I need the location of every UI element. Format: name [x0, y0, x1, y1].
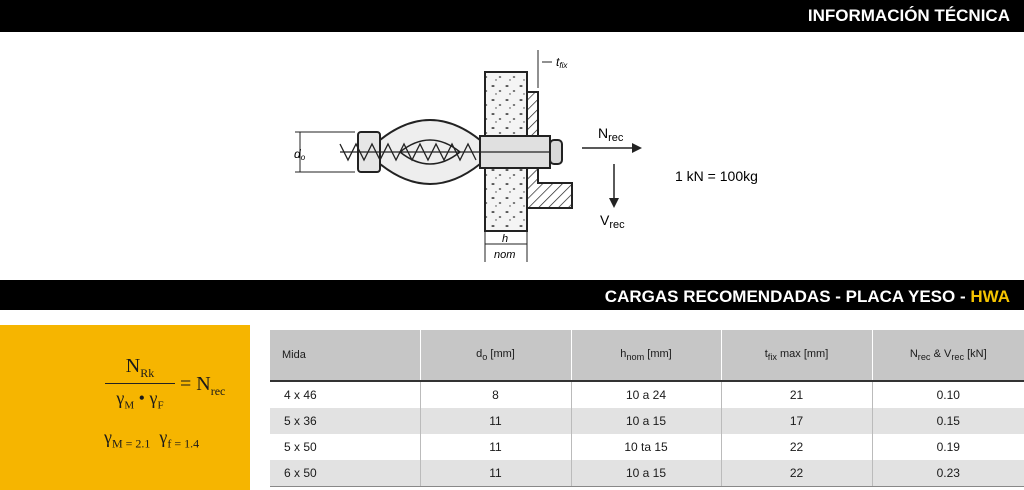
col-mida: Mida [270, 330, 420, 381]
section-bar [0, 280, 1024, 310]
anchor-diagram [280, 40, 780, 270]
svg-text:Vrec: $V_{rec}$ [600, 212, 625, 231]
force-arrows [582, 125, 642, 231]
svg-text:Nrec: $N_{rec}$ [598, 125, 624, 144]
section-title-accent: HWA [970, 287, 1010, 306]
col-load: $N_{rec}$ & $V_{rec}$ [kN] [872, 330, 1024, 381]
section-title: CARGAS RECOMENDADAS - PLACA YESO - [604, 287, 971, 306]
dimension-hnom [485, 232, 527, 262]
svg-text:h: h [502, 233, 509, 245]
safety-factors: $\gamma_{M = 2.1}$ $\gamma_{f = 1.4}$ [104, 427, 200, 451]
svg-text:tfix: tfix [556, 55, 568, 70]
col-tfix: $t_{fix}$ max [mm] [721, 330, 872, 381]
formula-fraction: $N_{Rk}$ $\gamma_M$ • $\gamma_F$ [105, 355, 175, 412]
formula-result: = $N_{rec}$ [180, 373, 226, 398]
table-row: 5 x 36 11 10 a 15 17 0.15 [270, 408, 1024, 434]
loads-table [270, 330, 1024, 487]
dimension-tfix [538, 50, 568, 88]
col-hnom: $h_{nom}$ [mm] [571, 330, 721, 381]
formula-panel [0, 325, 250, 490]
table-row: 5 x 50 11 10 ta 15 22 0.19 [270, 434, 1024, 460]
header-bar [0, 0, 1024, 32]
svg-text:do: do [294, 147, 306, 162]
table-header-row [270, 330, 1024, 381]
col-d0: $d_o$ [mm] [420, 330, 571, 381]
table-row: 4 x 46 8 10 a 24 21 0.10 [270, 381, 1024, 408]
svg-text:nom: nom [494, 249, 516, 261]
conversion-note: 1 kN = 100kg [675, 168, 758, 184]
header-title: INFORMACIÓN TÉCNICA [807, 6, 1010, 25]
table-row: 6 x 50 11 10 a 15 22 0.23 [270, 460, 1024, 487]
